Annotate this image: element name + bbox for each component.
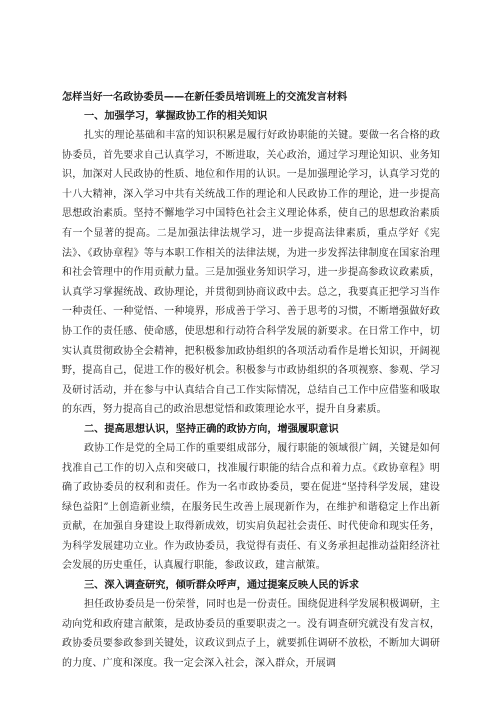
section-body-2: 政协工作是党的全局工作的重要组成部分，履行职能的领域很广阔，关键是如何找准自己工作的切入点和突破口，找准履行职能的结合点和着力点。《政协章程》明确了政协委员的权利和责任。作为一名市政协委员，要在促进“坚持科学发展，建设绿色益阳”上创造新业绩，在服务民生改善上展现新作为，在维护和谐稳定上作出新贡献，在加强自身建设上取得新成效，切实肩负起社会责任、时代使命和现实任务，为科学发展建功立业。作为政协委员，我觉得有责任、有义务承担起推动益阳经济社会发展的历史重任，认真履行职能，参政议政，建言献策。 (62, 442, 440, 572)
section-heading-1: 一、加强学习，掌握政协工作的相关知识 (84, 111, 268, 122)
section-heading-3: 三、深入调查研究，倾听群众呼声，通过提案反映人民的诉求 (84, 580, 360, 592)
document-page (62, 88, 440, 673)
section-heading-2: 二、提高思想认识，坚持正确的政协方向，增强履职意识 (84, 423, 339, 435)
section-body-1: 扎实的理论基础和丰富的知识积累是履行好政协职能的关键。要做一名合格的政协委员，首先要求自己认真学习，不断进取，关心政治，通过学习理论知识、业务知识，加深对人民政协的性质、地位和作用的认识。一是加强理论学习，认真学习党的十八大精神，深入学习中共有关统战工作的理论和人民政协工作的理论，进一步提高思想政治素质。坚持不懈地学习中国特色社会主义理论体系，使自己的思想政治素质有一个显著的提高。二是加强法律法规学习，进一步提高法律素质，重点学好《宪法》、《政协章程》等与本职工作相关的法律法规，为进一步发挥法律制度在国家治理和社会管理中的作用贡献力量。三是加强业务知识学习，进一步提高参政议政素质，认真学习掌握统战、政协理论，并贯彻到协商议政中去。总之，我要真正把学习当作一种责任、一种觉悟、一种境界，形成善于学习、善于思考的习惯，不断增强做好政协工作的责任感、使命感，使思想和行动符合科学发展的新要求。在日常工作中，切实认真贯彻政协全会精神，把积极参加政协组织的各项活动看作是增长知识，开阔视野，提高自己，促进工作的极好机会。积极参与市政协组织的各项视察、参观、学习及研讨活动，并在参与中认真结合自己工作实际情况，总结自己工作中应借鉴和吸取的东西，努力提高自己的政治思想觉悟和政策理论水平，提升自身素质。 (62, 130, 440, 416)
document-title: 怎样当好一名政协委员——在新任委员培训班上的交流发言材料 (62, 92, 348, 103)
section-body-3: 担任政协委员是一份荣誉，同时也是一份责任。围绕促进科学发展积极调研，主动向党和政府建言献策，是政协委员的重要职责之一。没有调查研究就没有发言权，政协委员要参政参到关键处，议政议到点子上，就要抓住调研不放松，不断加大调研的力度、广度和深度。我一定会深入社会，深入群众，开展调 (62, 599, 440, 669)
